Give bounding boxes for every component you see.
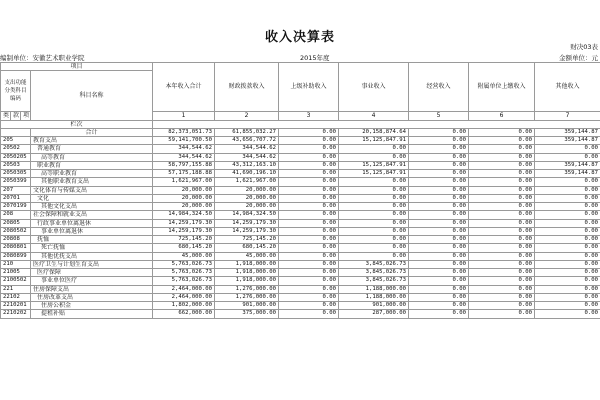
col-number: 2	[215, 112, 279, 120]
row-value: 0.00	[409, 203, 469, 211]
table-row[interactable]	[1, 145, 600, 153]
row-value: 82,373,051.73	[153, 128, 215, 136]
row-value: 0.00	[279, 211, 339, 219]
row-value: 0.00	[469, 219, 535, 227]
row-value: 0.00	[535, 219, 600, 227]
row-code: 2100502	[1, 277, 31, 285]
row-value: 0.00	[279, 170, 339, 178]
row-subject-name: 其他职业教育支出	[31, 178, 153, 186]
table-row[interactable]	[1, 293, 600, 301]
row-subject-name: 住房保障支出	[31, 285, 153, 293]
row-value: 0.00	[469, 260, 535, 268]
row-value: 14,259,179.30	[153, 219, 215, 227]
table-row[interactable]	[1, 137, 600, 145]
row-value: 359,144.87	[535, 170, 600, 178]
table-body	[1, 128, 600, 318]
row-value: 0.00	[409, 170, 469, 178]
row-value: 15,125,847.91	[339, 170, 409, 178]
row-value: 1,621,967.00	[153, 178, 215, 186]
row-value: 0.00	[279, 203, 339, 211]
col-number: 4	[339, 112, 409, 120]
row-value: 0.00	[409, 244, 469, 252]
row-value: 359,144.87	[535, 161, 600, 169]
row-value: 359,144.87	[535, 128, 600, 136]
row-subject-name: 文化体育与传媒支出	[31, 186, 153, 194]
row-value: 0.00	[409, 260, 469, 268]
row-subject-name: 住房公积金	[31, 302, 153, 310]
row-code: 20805	[1, 219, 31, 227]
row-value: 0.00	[535, 260, 600, 268]
row-value: 0.00	[279, 227, 339, 235]
row-code: 20701	[1, 194, 31, 202]
row-value: 0.00	[469, 211, 535, 219]
row-value: 58,797,155.88	[153, 161, 215, 169]
organization-label: 编制单位：安徽艺术职业学院	[0, 54, 85, 62]
row-value: 0.00	[279, 310, 339, 318]
table-row[interactable]	[1, 277, 600, 285]
row-value: 0.00	[535, 302, 600, 310]
kuan-header: 款	[11, 112, 21, 120]
table-row[interactable]	[1, 244, 600, 252]
row-subject-name: 其他文化支出	[31, 203, 153, 211]
row-value: 0.00	[409, 293, 469, 301]
row-value: 0.00	[409, 269, 469, 277]
row-value: 14,984,324.50	[153, 211, 215, 219]
subject-name-header: 科目名称	[31, 71, 153, 120]
row-value: 0.00	[469, 178, 535, 186]
row-subject-name: 文化	[31, 194, 153, 202]
row-value: 0.00	[409, 128, 469, 136]
row-subject-name: 住房改革支出	[31, 293, 153, 301]
row-value: 0.00	[279, 128, 339, 136]
row-code: 2210201	[1, 302, 31, 310]
row-value: 0.00	[535, 269, 600, 277]
table-row[interactable]	[1, 310, 600, 318]
row-value: 0.00	[535, 277, 600, 285]
row-value: 0.00	[409, 145, 469, 153]
col-number: 7	[535, 112, 600, 120]
row-value: 0.00	[469, 244, 535, 252]
row-subject-name: 合计	[31, 128, 153, 136]
row-value: 901,000.00	[215, 302, 279, 310]
row-value: 0.00	[279, 161, 339, 169]
row-value: 662,000.00	[153, 310, 215, 318]
row-value: 0.00	[535, 153, 600, 161]
row-value: 20,000.00	[215, 203, 279, 211]
row-value: 2,464,000.00	[153, 285, 215, 293]
row-value: 0.00	[535, 178, 600, 186]
col-number: 6	[469, 112, 535, 120]
row-subject-name: 社会保障和就业支出	[31, 211, 153, 219]
row-value: 0.00	[469, 128, 535, 136]
row-value: 0.00	[279, 252, 339, 260]
row-value: 0.00	[279, 137, 339, 145]
row-value: 0.00	[409, 161, 469, 169]
unit-label: 金额单位：元	[559, 54, 598, 62]
row-value: 0.00	[409, 227, 469, 235]
row-value: 0.00	[279, 178, 339, 186]
col-business-header: 事业收入	[339, 63, 409, 112]
row-value: 344,544.62	[215, 145, 279, 153]
row-subject-name: 抚恤	[31, 236, 153, 244]
table-row[interactable]	[1, 269, 600, 277]
row-value: 0.00	[535, 186, 600, 194]
row-value: 0.00	[469, 269, 535, 277]
row-subject-name: 死亡抚恤	[31, 244, 153, 252]
table-row[interactable]	[1, 236, 600, 244]
row-value: 0.00	[339, 145, 409, 153]
col-operating-header: 经营收入	[409, 63, 469, 112]
row-value: 3,845,026.73	[339, 260, 409, 268]
row-value: 5,763,026.73	[153, 260, 215, 268]
row-value: 0.00	[279, 269, 339, 277]
row-value: 0.00	[339, 227, 409, 235]
row-value: 0.00	[469, 203, 535, 211]
table-row[interactable]	[1, 194, 600, 202]
row-value: 0.00	[409, 186, 469, 194]
table-row[interactable]	[1, 302, 600, 310]
row-value: 0.00	[469, 186, 535, 194]
row-value: 2,464,000.00	[153, 293, 215, 301]
row-value: 0.00	[339, 186, 409, 194]
row-value: 0.00	[339, 194, 409, 202]
row-value: 0.00	[339, 211, 409, 219]
income-table	[0, 62, 600, 319]
row-value: 0.00	[535, 203, 600, 211]
row-value: 43,312,163.10	[215, 161, 279, 169]
row-value: 14,984,324.50	[215, 211, 279, 219]
table-row[interactable]	[1, 203, 600, 211]
row-value: 0.00	[535, 145, 600, 153]
row-label-filler	[153, 120, 600, 128]
row-value: 0.00	[339, 252, 409, 260]
row-value: 1,802,000.00	[153, 302, 215, 310]
row-code: 2050399	[1, 178, 31, 186]
row-value: 0.00	[409, 137, 469, 145]
row-value: 0.00	[279, 194, 339, 202]
row-value: 725,145.20	[215, 236, 279, 244]
row-value: 1,276,000.00	[215, 285, 279, 293]
form-number: 财决03表	[570, 43, 598, 51]
row-value: 359,144.87	[535, 137, 600, 145]
row-value: 0.00	[279, 236, 339, 244]
xiang-header: 项	[21, 112, 31, 120]
row-subject-name: 医疗保障	[31, 269, 153, 277]
row-subject-name: 教育支出	[31, 137, 153, 145]
row-value: 1,918,000.00	[215, 260, 279, 268]
col-affiliated-header: 附属单位上缴收入	[469, 63, 535, 112]
row-value: 0.00	[409, 252, 469, 260]
col-superior-header: 上级补助收入	[279, 63, 339, 112]
row-value: 1,918,000.00	[215, 269, 279, 277]
row-value: 344,544.62	[153, 145, 215, 153]
row-subject-name: 提租补贴	[31, 310, 153, 318]
row-value: 0.00	[535, 244, 600, 252]
table-row[interactable]	[1, 153, 600, 161]
row-code: 2080899	[1, 252, 31, 260]
row-value: 0.00	[339, 153, 409, 161]
row-value: 0.00	[279, 277, 339, 285]
row-code: 205	[1, 137, 31, 145]
row-code: 21005	[1, 269, 31, 277]
item-group-header: 项目	[1, 63, 153, 71]
row-value: 0.00	[535, 227, 600, 235]
row-subject-name: 事业单位医疗	[31, 277, 153, 285]
row-code	[1, 128, 31, 136]
row-value: 20,000.00	[153, 186, 215, 194]
row-subject-name: 普通教育	[31, 145, 153, 153]
row-value: 59,141,700.50	[153, 137, 215, 145]
row-value: 1,276,000.00	[215, 293, 279, 301]
row-value: 0.00	[469, 170, 535, 178]
table-row[interactable]	[1, 128, 600, 136]
row-value: 1,918,000.00	[215, 277, 279, 285]
row-value: 680,145.20	[153, 244, 215, 252]
row-value: 0.00	[469, 302, 535, 310]
row-value: 0.00	[409, 211, 469, 219]
row-value: 0.00	[339, 178, 409, 186]
row-value: 680,145.20	[215, 244, 279, 252]
row-value: 0.00	[409, 236, 469, 244]
row-subject-name: 高等职业教育	[31, 170, 153, 178]
row-value: 287,000.00	[339, 310, 409, 318]
row-value: 0.00	[409, 219, 469, 227]
col-number: 5	[409, 112, 469, 120]
row-value: 344,544.62	[215, 153, 279, 161]
table-row[interactable]	[1, 211, 600, 219]
row-value: 0.00	[279, 145, 339, 153]
row-value: 0.00	[469, 137, 535, 145]
row-value: 0.00	[409, 285, 469, 293]
row-value: 1,188,000.00	[339, 293, 409, 301]
row-value: 0.00	[535, 211, 600, 219]
row-value: 0.00	[409, 194, 469, 202]
col-number: 3	[279, 112, 339, 120]
row-value: 45,000.00	[153, 252, 215, 260]
row-value: 14,259,179.30	[215, 227, 279, 235]
table-row[interactable]	[1, 252, 600, 260]
row-value: 57,175,188.88	[153, 170, 215, 178]
row-code: 207	[1, 186, 31, 194]
row-code: 20502	[1, 145, 31, 153]
row-subject-name: 事业单位离退休	[31, 227, 153, 235]
row-value: 20,000.00	[215, 194, 279, 202]
row-code: 2050305	[1, 170, 31, 178]
col-fiscal-header: 财政拨款收入	[215, 63, 279, 112]
table-row[interactable]	[1, 186, 600, 194]
row-value: 725,145.20	[153, 236, 215, 244]
row-code: 2080502	[1, 227, 31, 235]
row-value: 15,125,847.91	[339, 137, 409, 145]
row-value: 0.00	[279, 244, 339, 252]
row-value: 0.00	[409, 178, 469, 186]
row-value: 14,259,179.30	[153, 227, 215, 235]
row-value: 0.00	[469, 293, 535, 301]
row-value: 0.00	[535, 236, 600, 244]
row-value: 5,763,026.73	[153, 277, 215, 285]
row-value: 0.00	[279, 260, 339, 268]
row-subject-name: 医疗卫生与计划生育支出	[31, 260, 153, 268]
row-value: 0.00	[469, 277, 535, 285]
row-value: 61,855,032.27	[215, 128, 279, 136]
row-value: 0.00	[409, 277, 469, 285]
row-subject-name: 行政事业单位离退休	[31, 219, 153, 227]
row-code: 20808	[1, 236, 31, 244]
row-value: 0.00	[469, 310, 535, 318]
row-value: 0.00	[339, 236, 409, 244]
row-value: 45,000.00	[215, 252, 279, 260]
row-value: 0.00	[279, 219, 339, 227]
row-value: 1,621,967.00	[215, 178, 279, 186]
row-value: 41,690,196.10	[215, 170, 279, 178]
table-row[interactable]	[1, 161, 600, 169]
row-value: 0.00	[279, 186, 339, 194]
row-value: 0.00	[339, 219, 409, 227]
row-value: 0.00	[279, 285, 339, 293]
row-value: 20,000.00	[215, 186, 279, 194]
row-value: 0.00	[469, 252, 535, 260]
row-value: 375,000.00	[215, 310, 279, 318]
row-code: 208	[1, 211, 31, 219]
row-value: 15,125,847.91	[339, 161, 409, 169]
table-row[interactable]	[1, 285, 600, 293]
row-value: 1,188,000.00	[339, 285, 409, 293]
row-value: 3,845,026.73	[339, 277, 409, 285]
row-value: 0.00	[535, 252, 600, 260]
row-code: 2080801	[1, 244, 31, 252]
table-row[interactable]	[1, 260, 600, 268]
row-subject-name: 高等教育	[31, 153, 153, 161]
row-code: 221	[1, 285, 31, 293]
row-value: 0.00	[469, 145, 535, 153]
row-value: 0.00	[535, 293, 600, 301]
row-value: 0.00	[535, 310, 600, 318]
row-subject-name: 其他优抚支出	[31, 252, 153, 260]
row-label-header: 栏次	[1, 120, 153, 128]
table-row[interactable]	[1, 219, 600, 227]
row-value: 0.00	[469, 153, 535, 161]
row-value: 43,656,707.72	[215, 137, 279, 145]
row-value: 0.00	[409, 153, 469, 161]
col-other-header: 其他收入	[535, 63, 600, 112]
row-value: 0.00	[469, 161, 535, 169]
row-value: 0.00	[469, 227, 535, 235]
row-value: 0.00	[535, 285, 600, 293]
row-value: 0.00	[469, 285, 535, 293]
class-header: 类	[1, 112, 11, 120]
table-row[interactable]	[1, 227, 600, 235]
col-total-header: 本年收入合计	[153, 63, 215, 112]
code-group-header: 支出功能分类科目编码	[1, 71, 31, 112]
row-value: 0.00	[469, 194, 535, 202]
row-subject-name: 职业教育	[31, 161, 153, 169]
row-code: 210	[1, 260, 31, 268]
row-code: 2210202	[1, 310, 31, 318]
report-title: 收入决算表	[264, 30, 335, 45]
year-label: 2015年度	[300, 54, 330, 62]
row-value: 20,158,874.64	[339, 128, 409, 136]
row-value: 0.00	[279, 302, 339, 310]
row-value: 20,000.00	[153, 203, 215, 211]
row-value: 0.00	[409, 302, 469, 310]
row-value: 0.00	[409, 310, 469, 318]
row-value: 901,000.00	[339, 302, 409, 310]
row-code: 2070199	[1, 203, 31, 211]
row-code: 2050205	[1, 153, 31, 161]
col-number: 1	[153, 112, 215, 120]
table-row[interactable]	[1, 170, 600, 178]
row-value: 0.00	[535, 194, 600, 202]
row-value: 0.00	[339, 203, 409, 211]
row-value: 0.00	[279, 153, 339, 161]
row-value: 3,845,026.73	[339, 269, 409, 277]
row-value: 344,544.62	[153, 153, 215, 161]
row-value: 0.00	[279, 293, 339, 301]
row-value: 14,259,179.30	[215, 219, 279, 227]
row-code: 22102	[1, 293, 31, 301]
row-value: 20,000.00	[153, 194, 215, 202]
row-code: 20503	[1, 161, 31, 169]
row-value: 5,763,026.73	[153, 269, 215, 277]
row-value: 0.00	[469, 236, 535, 244]
row-value: 0.00	[339, 244, 409, 252]
table-row[interactable]	[1, 178, 600, 186]
